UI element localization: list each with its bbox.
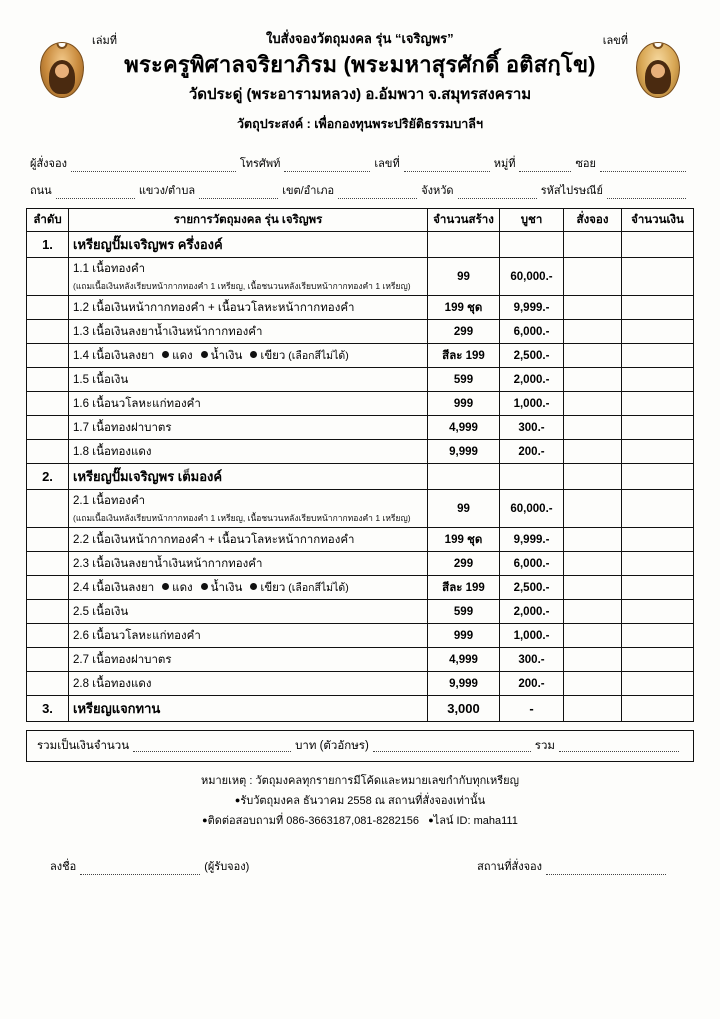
row-price: [500, 464, 564, 490]
row-quantity: [428, 464, 500, 490]
sign-label: ลงชื่อ: [50, 861, 77, 874]
row-amount-input[interactable]: [622, 672, 694, 696]
row-description-label: 2.5 เนื้อเงิน: [73, 605, 129, 618]
row-price: 9,999.-: [500, 528, 564, 552]
row-no: [27, 490, 69, 528]
row-quantity: สีละ 199: [428, 344, 500, 368]
row-no: 3.: [27, 696, 69, 722]
buyer-district-label: เขต/อำเภอ: [282, 185, 335, 197]
signature-row: [26, 857, 694, 875]
row-no: [27, 320, 69, 344]
row-quantity: 99: [428, 258, 500, 296]
total-baht-label: บาท (ตัวอักษร): [295, 740, 369, 752]
row-description: [69, 392, 428, 416]
table-row: [27, 296, 694, 320]
table-group-row: [27, 232, 694, 258]
row-no: [27, 528, 69, 552]
row-description-label: เหรียญแจกทาน: [73, 701, 161, 716]
bullet-icon: ●: [234, 794, 241, 805]
row-description: [69, 600, 428, 624]
row-price: 2,000.-: [500, 600, 564, 624]
row-description-label: 2.1 เนื้อทองคำ: [73, 495, 146, 507]
total-sum-input[interactable]: [559, 741, 679, 752]
form-header: [26, 28, 694, 148]
footer-line-2: รับวัตถุมงคล ธันวาคม 2558 ณ สถานที่สั่งจองเท่านั้น: [240, 794, 486, 807]
row-description: [69, 696, 428, 722]
order-table: [26, 208, 694, 722]
row-price: 2,000.-: [500, 368, 564, 392]
place-block: [477, 857, 670, 875]
row-quantity: สีละ 199: [428, 576, 500, 600]
buyer-road-label: ถนน: [30, 185, 52, 197]
row-no: [27, 296, 69, 320]
doc-no-label: เลขที่: [602, 35, 628, 47]
color-dot-icon: [250, 583, 257, 590]
row-description: [69, 464, 428, 490]
row-order-input[interactable]: [564, 648, 622, 672]
row-order-input[interactable]: [564, 232, 622, 258]
row-order-input[interactable]: [564, 464, 622, 490]
table-row: [27, 440, 694, 464]
row-no: [27, 672, 69, 696]
table-group-row: [27, 696, 694, 722]
row-quantity: 99: [428, 490, 500, 528]
table-row: [27, 320, 694, 344]
row-quantity: 9,999: [428, 440, 500, 464]
row-order-input[interactable]: [564, 320, 622, 344]
row-description: [69, 320, 428, 344]
color-dot-icon: [162, 351, 169, 358]
row-description-note: (แถมเนื้อเงินหลังเรียบหน้ากากทองคำ 1 เหรียญ, เนื้อชนวนหลังเรียบหน้ากากทองคำ 1 เหรียญ): [73, 281, 411, 291]
buyer-postcode-label: รหัสไปรษณีย์: [540, 185, 603, 197]
row-amount-input[interactable]: [622, 648, 694, 672]
row-amount-input[interactable]: [622, 232, 694, 258]
table-row: [27, 624, 694, 648]
col-qty: จำนวนสร้าง: [428, 209, 500, 232]
row-amount-input[interactable]: [622, 696, 694, 722]
total-row: [26, 730, 694, 762]
table-row: [27, 552, 694, 576]
total-label: รวมเป็นเงินจำนวน: [37, 740, 130, 752]
table-row: [27, 600, 694, 624]
buyer-moo-input[interactable]: [519, 161, 571, 172]
table-row: [27, 258, 694, 296]
row-amount-input[interactable]: [622, 576, 694, 600]
form-title: ใบสั่งจองวัตถุมงคล รุ่น “เจริญพร”: [266, 31, 454, 46]
buyer-phone-input[interactable]: [284, 161, 370, 172]
buyer-subdistrict-input[interactable]: [199, 188, 278, 199]
row-description: [69, 258, 428, 296]
row-price: 9,999.-: [500, 296, 564, 320]
color-dot-icon: [162, 583, 169, 590]
row-amount-input[interactable]: [622, 368, 694, 392]
col-price: บูชา: [500, 209, 564, 232]
order-table-body: [27, 232, 694, 722]
place-label: สถานที่สั่งจอง: [477, 861, 542, 874]
color-note: (เลือกสีไม่ได้): [285, 349, 349, 362]
row-quantity: 299: [428, 552, 500, 576]
purpose-line: วัตถุประสงค์ : เพื่อกองทุนพระปริยัติธรรมบาลีฯ: [237, 116, 483, 131]
row-no: [27, 552, 69, 576]
footer-contact: ติดต่อสอบถามที่ 086-3663187,081-8282156: [207, 814, 420, 827]
table-row: [27, 344, 694, 368]
row-amount-input[interactable]: [622, 552, 694, 576]
table-row: [27, 368, 694, 392]
table-row: [27, 672, 694, 696]
buyer-addrno-input[interactable]: [404, 161, 490, 172]
row-price: 6,000.-: [500, 552, 564, 576]
row-description: [69, 624, 428, 648]
total-sum-label: รวม: [534, 740, 555, 752]
row-description: [69, 368, 428, 392]
row-order-input[interactable]: [564, 296, 622, 320]
table-row: [27, 576, 694, 600]
row-description-label: 2.4 เนื้อเงินลงยา: [73, 581, 155, 594]
row-order-input[interactable]: [564, 672, 622, 696]
row-quantity: 599: [428, 600, 500, 624]
row-no: [27, 416, 69, 440]
row-order-input[interactable]: [564, 576, 622, 600]
col-amount: จำนวนเงิน: [622, 209, 694, 232]
buyer-name-input[interactable]: [71, 161, 236, 172]
buyer-province-label: จังหวัด: [421, 185, 454, 197]
row-amount-input[interactable]: [622, 490, 694, 528]
row-order-input[interactable]: [564, 368, 622, 392]
bullet-icon-3: ●: [428, 814, 434, 825]
row-order-input[interactable]: [564, 528, 622, 552]
footer-line-id: ไลน์ ID: maha111: [433, 814, 518, 827]
buyer-road-input[interactable]: [56, 188, 135, 199]
row-amount-input[interactable]: [622, 464, 694, 490]
row-description: [69, 490, 428, 528]
buyer-moo-label: หมู่ที่: [493, 158, 516, 170]
row-quantity: 9,999: [428, 672, 500, 696]
row-price: 200.-: [500, 672, 564, 696]
row-amount-input[interactable]: [622, 528, 694, 552]
table-group-row: [27, 464, 694, 490]
bullet-icon-2: ●: [202, 814, 208, 825]
row-amount-input[interactable]: [622, 258, 694, 296]
row-price: 2,500.-: [500, 576, 564, 600]
row-quantity: 999: [428, 392, 500, 416]
color-dot-icon: [201, 583, 208, 590]
row-quantity: 199 ชุด: [428, 296, 500, 320]
buyer-soi-label: ซอย: [575, 158, 596, 170]
order-table-header-row: [27, 209, 694, 232]
buyer-info-row-1: [30, 154, 690, 172]
row-description-label: 2.2 เนื้อเงินหน้ากากทองคำ + เนื้อนวโลหะหน้ากากทองคำ: [73, 533, 355, 546]
row-amount-input[interactable]: [622, 392, 694, 416]
row-quantity: 199 ชุด: [428, 528, 500, 552]
buyer-district-input[interactable]: [338, 188, 417, 199]
row-amount-input[interactable]: [622, 416, 694, 440]
color-option-label: น้ำเงิน: [210, 581, 243, 594]
row-amount-input[interactable]: [622, 296, 694, 320]
title-block: [26, 51, 694, 134]
row-order-input[interactable]: [564, 344, 622, 368]
buyer-info-row-2: [30, 181, 690, 199]
row-description-label: 1.1 เนื้อทองคำ: [73, 263, 146, 275]
buyer-phone-label: โทรศัพท์: [239, 158, 281, 170]
sign-input[interactable]: [80, 864, 200, 875]
total-amount-input[interactable]: [133, 741, 291, 752]
row-description-label: เหรียญปั๊มเจริญพร เต็มองค์: [73, 469, 223, 484]
row-quantity: 4,999: [428, 416, 500, 440]
color-option-label: เขียว: [260, 581, 286, 594]
sign-sub-label: (ผู้รับจอง): [204, 861, 250, 874]
row-quantity: 599: [428, 368, 500, 392]
row-no: [27, 440, 69, 464]
buyer-name-label: ผู้สั่งจอง: [30, 158, 67, 170]
row-price: 1,000.-: [500, 392, 564, 416]
order-table-head: [27, 209, 694, 232]
row-quantity: 999: [428, 624, 500, 648]
row-price: 2,500.-: [500, 344, 564, 368]
row-order-input[interactable]: [564, 416, 622, 440]
row-price: 1,000.-: [500, 624, 564, 648]
row-no: 2.: [27, 464, 69, 490]
table-row: [27, 528, 694, 552]
row-order-input[interactable]: [564, 624, 622, 648]
buyer-info: [26, 154, 694, 199]
color-note: (เลือกสีไม่ได้): [285, 581, 349, 594]
row-description-label: 2.6 เนื้อนวโลหะแก่ทองคำ: [73, 629, 201, 642]
total-words-input[interactable]: [373, 741, 531, 752]
buddha-medal-icon: [636, 42, 680, 98]
row-description-label: 2.3 เนื้อเงินลงยาน้ำเงินหน้ากากทองคำ: [73, 557, 263, 570]
row-description-label: 1.8 เนื้อทองแดง: [73, 445, 152, 458]
row-description-label: 1.6 เนื้อนวโลหะแก่ทองคำ: [73, 397, 201, 410]
temple-name: วัดประดู่ (พระอารามหลวง) อ.อัมพวา จ.สมุทรสงคราม: [188, 85, 532, 103]
row-amount-input[interactable]: [622, 624, 694, 648]
monk-name: พระครูพิศาลจริยาภิรม (พระมหาสุรศักดิ์ อติสกฺโข): [124, 52, 596, 77]
color-option-label: แดง: [172, 349, 193, 362]
table-row: [27, 416, 694, 440]
row-price: 300.-: [500, 648, 564, 672]
row-description-label: 2.7 เนื้อทองฝาบาตร: [73, 653, 172, 666]
row-price: 6,000.-: [500, 320, 564, 344]
row-price: 200.-: [500, 440, 564, 464]
row-order-input[interactable]: [564, 696, 622, 722]
footer-note: หมายเหตุ : วัตถุมงคลทุกรายการมีโค้ดและหมายเลขกำกับทุกเหรียญ: [200, 775, 519, 787]
row-description-label: เหรียญปั๊มเจริญพร ครึ่งองค์: [73, 237, 223, 252]
row-no: [27, 392, 69, 416]
color-dot-icon: [250, 351, 257, 358]
row-amount-input[interactable]: [622, 344, 694, 368]
row-description: [69, 672, 428, 696]
row-description-label: 1.7 เนื้อทองฝาบาตร: [73, 421, 172, 434]
row-order-input[interactable]: [564, 600, 622, 624]
row-no: [27, 600, 69, 624]
row-description-note: (แถมเนื้อเงินหลังเรียบหน้ากากทองคำ 1 เหรียญ, เนื้อชนวนหลังเรียบหน้ากากทองคำ 1 เหรียญ): [73, 513, 411, 523]
color-option-label: เขียว: [260, 349, 286, 362]
buyer-soi-input[interactable]: [600, 161, 686, 172]
row-no: [27, 576, 69, 600]
row-price: 60,000.-: [500, 490, 564, 528]
table-row: [27, 648, 694, 672]
table-row: [27, 392, 694, 416]
row-no: [27, 344, 69, 368]
row-description-label: 1.2 เนื้อเงินหน้ากากทองคำ + เนื้อนวโลหะหน้ากากทองคำ: [73, 301, 355, 314]
row-quantity: 4,999: [428, 648, 500, 672]
form-footer: [26, 772, 694, 831]
row-order-input[interactable]: [564, 392, 622, 416]
row-order-input[interactable]: [564, 258, 622, 296]
col-no: ลำดับ: [27, 209, 69, 232]
book-no-label: เล่มที่: [92, 35, 118, 47]
row-order-input[interactable]: [564, 440, 622, 464]
row-amount-input[interactable]: [622, 600, 694, 624]
header-top-line: [26, 28, 694, 49]
row-no: [27, 648, 69, 672]
row-description: [69, 296, 428, 320]
row-quantity: [428, 232, 500, 258]
row-price: 300.-: [500, 416, 564, 440]
row-amount-input[interactable]: [622, 440, 694, 464]
row-description: [69, 416, 428, 440]
color-option-label: แดง: [172, 581, 193, 594]
table-row: [27, 490, 694, 528]
row-quantity: 3,000: [428, 696, 500, 722]
row-no: [27, 624, 69, 648]
footer-line-3-wrap: [26, 812, 694, 832]
row-description-label: 1.3 เนื้อเงินลงยาน้ำเงินหน้ากากทองคำ: [73, 325, 263, 338]
color-option-label: น้ำเงิน: [210, 349, 243, 362]
row-price: [500, 232, 564, 258]
buyer-addrno-label: เลขที่: [374, 158, 400, 170]
row-description-label: 1.5 เนื้อเงิน: [73, 373, 129, 386]
row-no: [27, 258, 69, 296]
row-no: 1.: [27, 232, 69, 258]
row-description-label: 1.4 เนื้อเงินลงยา: [73, 349, 155, 362]
row-amount-input[interactable]: [622, 320, 694, 344]
buyer-subdistrict-label: แขวง/ตำบล: [138, 185, 196, 197]
monk-medal-icon: [40, 42, 84, 98]
row-price: 60,000.-: [500, 258, 564, 296]
row-description: [69, 344, 428, 368]
footer-line-2-wrap: [26, 792, 694, 812]
signature-block: [50, 857, 249, 875]
row-description: [69, 576, 428, 600]
row-order-input[interactable]: [564, 490, 622, 528]
row-no: [27, 368, 69, 392]
row-quantity: 299: [428, 320, 500, 344]
row-description: [69, 232, 428, 258]
row-order-input[interactable]: [564, 552, 622, 576]
row-description: [69, 440, 428, 464]
row-description: [69, 648, 428, 672]
col-desc: รายการวัตถุมงคล รุ่น เจริญพร: [69, 209, 428, 232]
row-price: -: [500, 696, 564, 722]
color-dot-icon: [201, 351, 208, 358]
buyer-province-input[interactable]: [458, 188, 537, 199]
place-input[interactable]: [546, 864, 666, 875]
buyer-postcode-input[interactable]: [607, 188, 686, 199]
row-description: [69, 552, 428, 576]
row-description: [69, 528, 428, 552]
col-order: สั่งจอง: [564, 209, 622, 232]
row-description-label: 2.8 เนื้อทองแดง: [73, 677, 152, 690]
